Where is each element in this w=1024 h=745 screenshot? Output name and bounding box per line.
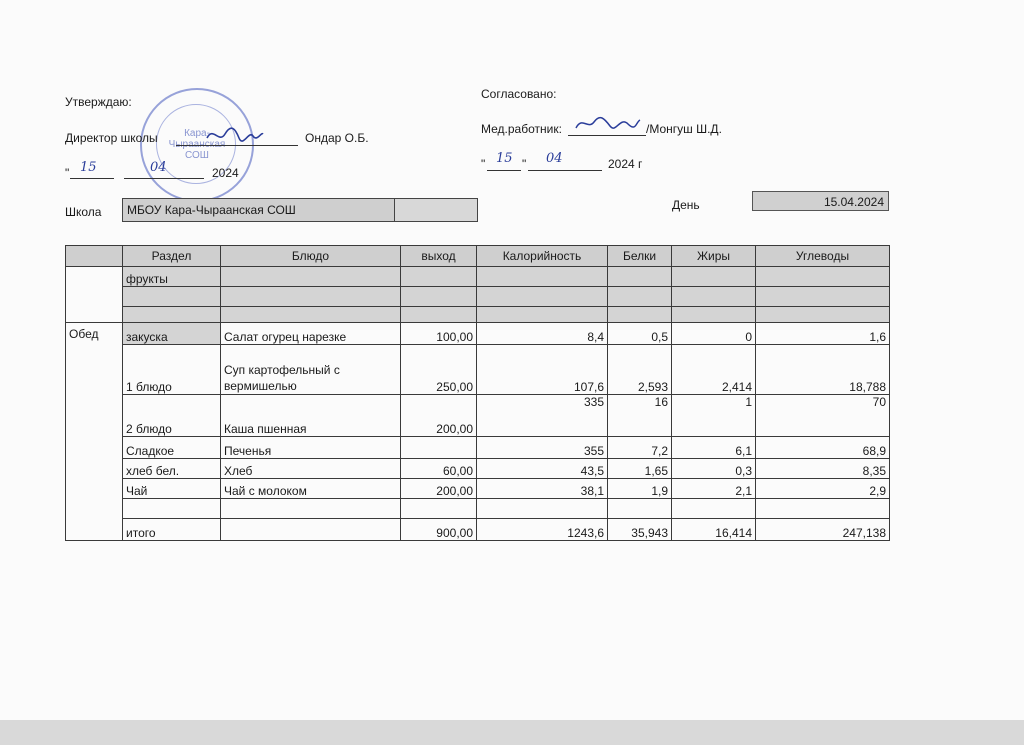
- column-header: Раздел: [123, 246, 221, 267]
- fat-cell: 1: [672, 395, 756, 437]
- column-header: Углеводы: [756, 246, 890, 267]
- column-header: выход: [401, 246, 477, 267]
- fat-cell: 2,1: [672, 479, 756, 499]
- dish-cell: Салат огурец нарезке: [221, 323, 401, 345]
- signature-scribble-icon: [572, 112, 642, 134]
- yield-cell: 200,00: [401, 479, 477, 499]
- yield-cell: 250,00: [401, 345, 477, 395]
- empty-cell: [608, 307, 672, 323]
- empty-cell: [221, 287, 401, 307]
- section-cell: Сладкое: [123, 437, 221, 459]
- kcal-cell: 107,6: [477, 345, 608, 395]
- fat-cell: 0: [672, 323, 756, 345]
- carbs-cell: 70: [756, 395, 890, 437]
- empty-cell: [477, 307, 608, 323]
- section-cell: 1 блюдо: [123, 345, 221, 395]
- section-cell: хлеб бел.: [123, 459, 221, 479]
- approved-day-line: [70, 178, 114, 179]
- table-row: [66, 479, 890, 499]
- agreed-day-line: [487, 170, 521, 171]
- empty-cell: [401, 287, 477, 307]
- empty-cell: [221, 307, 401, 323]
- protein-cell: 0,5: [608, 323, 672, 345]
- director-signature: [205, 124, 265, 150]
- total-protein: 35,943: [608, 519, 672, 541]
- kcal-cell: 355: [477, 437, 608, 459]
- medic-signature: [572, 112, 642, 137]
- table-row: [66, 499, 890, 519]
- protein-cell: 2,593: [608, 345, 672, 395]
- meal-label: Обед: [66, 323, 123, 541]
- total-kcal: 1243,6: [477, 519, 608, 541]
- agreed-year: 2024 г: [608, 157, 643, 171]
- kcal-cell: 38,1: [477, 479, 608, 499]
- agreed-day: 15: [496, 151, 513, 166]
- agreed-month-line: [528, 170, 602, 171]
- table-row: [66, 459, 890, 479]
- header-blank: [66, 246, 123, 267]
- dish-cell: Хлеб: [221, 459, 401, 479]
- scanner-edge: [0, 720, 1024, 745]
- table-row: [66, 323, 890, 345]
- carbs-cell: 8,35: [756, 459, 890, 479]
- fat-cell: 6,1: [672, 437, 756, 459]
- empty-cell: [477, 499, 608, 519]
- table-row: [66, 287, 890, 307]
- day-value: 15.04.2024: [752, 191, 889, 211]
- agreed-month: 04: [546, 151, 563, 166]
- kcal-cell: 335: [477, 395, 608, 437]
- director-name: Ондар О.Б.: [305, 131, 369, 145]
- school-field: [122, 198, 478, 222]
- school-name: МБОУ Кара-Чыраанская СОШ: [123, 199, 395, 221]
- agreed-date-quote-open: ": [481, 157, 486, 171]
- total-fat: 16,414: [672, 519, 756, 541]
- kcal-cell: 43,5: [477, 459, 608, 479]
- agreed-label: Согласовано:: [481, 87, 557, 101]
- section-cell: закуска: [123, 323, 221, 345]
- column-header: Белки: [608, 246, 672, 267]
- dish-cell: Чай с молоком: [221, 479, 401, 499]
- approved-month: 04: [150, 160, 167, 175]
- table-row: [66, 345, 890, 395]
- empty-cell: [401, 499, 477, 519]
- carbs-cell: 1,6: [756, 323, 890, 345]
- empty-cell: [123, 287, 221, 307]
- signature-scribble-icon: [205, 124, 265, 146]
- fat-cell: 2,414: [672, 345, 756, 395]
- empty-cell: [221, 499, 401, 519]
- school-extra-cell: [395, 199, 477, 221]
- director-label: Директор школы: [65, 131, 158, 145]
- column-header: Жиры: [672, 246, 756, 267]
- empty-cell: [756, 287, 890, 307]
- empty-cell: [608, 287, 672, 307]
- total-yield: 900,00: [401, 519, 477, 541]
- approved-day: 15: [80, 160, 97, 175]
- agreed-date-quote-close: ": [522, 157, 527, 171]
- empty-cell: [756, 307, 890, 323]
- menu-table: [65, 245, 890, 541]
- table-header-row: [66, 246, 890, 267]
- dish-cell: Каша пшенная: [221, 395, 401, 437]
- empty-cell: [672, 307, 756, 323]
- total-label: итого: [123, 519, 221, 541]
- yield-cell: 100,00: [401, 323, 477, 345]
- protein-cell: 1,65: [608, 459, 672, 479]
- carbs-cell: 18,788: [756, 345, 890, 395]
- empty-cell: [672, 267, 756, 287]
- day-label: День: [672, 198, 700, 212]
- medic-name: /Монгуш Ш.Д.: [646, 122, 722, 136]
- kcal-cell: 8,4: [477, 323, 608, 345]
- empty-cell: [221, 519, 401, 541]
- empty-cell: [756, 499, 890, 519]
- fat-cell: 0,3: [672, 459, 756, 479]
- protein-cell: 1,9: [608, 479, 672, 499]
- empty-cell: [672, 287, 756, 307]
- empty-cell: [756, 267, 890, 287]
- approved-year: 2024: [212, 166, 239, 180]
- empty-cell: [221, 267, 401, 287]
- column-header: Блюдо: [221, 246, 401, 267]
- dish-cell: Печенья: [221, 437, 401, 459]
- carbs-cell: 2,9: [756, 479, 890, 499]
- column-header: Калорийность: [477, 246, 608, 267]
- empty-cell: [608, 267, 672, 287]
- empty-cell: [401, 267, 477, 287]
- yield-cell: 60,00: [401, 459, 477, 479]
- medic-label: Мед.работник:: [481, 122, 562, 136]
- table-row: [66, 437, 890, 459]
- empty-cell: [123, 499, 221, 519]
- empty-cell: [477, 287, 608, 307]
- yield-cell: [401, 437, 477, 459]
- dish-cell: Суп картофельный с вермишелью: [221, 345, 401, 395]
- breakfast-label-cell: [66, 267, 123, 323]
- stamp-text: Кара-Чыраанская СОШ: [168, 128, 226, 161]
- empty-cell: [123, 307, 221, 323]
- section-cell: 2 блюдо: [123, 395, 221, 437]
- approved-month-line: [124, 178, 204, 179]
- empty-cell: [608, 499, 672, 519]
- total-carbs: 247,138: [756, 519, 890, 541]
- yield-cell: 200,00: [401, 395, 477, 437]
- table-row: [66, 395, 890, 437]
- protein-cell: 16: [608, 395, 672, 437]
- protein-cell: 7,2: [608, 437, 672, 459]
- school-label: Школа: [65, 205, 102, 219]
- table-row: [66, 307, 890, 323]
- section-cell: Чай: [123, 479, 221, 499]
- approved-label: Утверждаю:: [65, 95, 132, 109]
- total-row: [66, 519, 890, 541]
- table-row: [66, 267, 890, 287]
- empty-cell: [401, 307, 477, 323]
- approved-date-quote-open: ": [65, 166, 70, 180]
- section-cell: фрукты: [123, 267, 221, 287]
- empty-cell: [477, 267, 608, 287]
- empty-cell: [672, 499, 756, 519]
- carbs-cell: 68,9: [756, 437, 890, 459]
